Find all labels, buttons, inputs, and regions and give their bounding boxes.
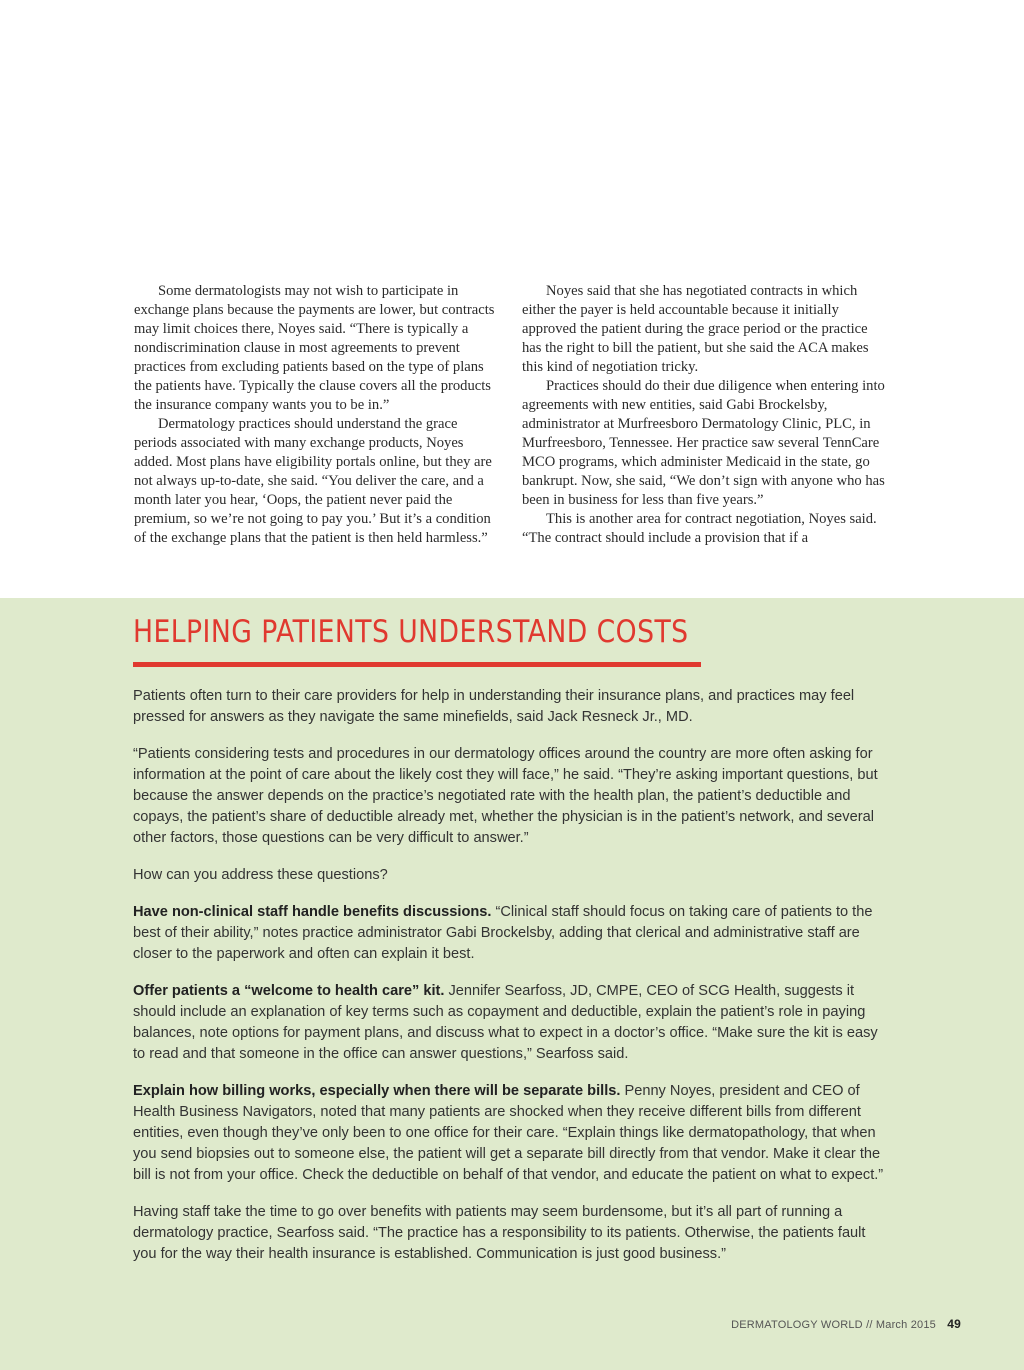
- article-paragraph: Some dermatologists may not wish to participate in exchange plans because the payments are lower, but contracts may limit choices there, Noyes said. “There is typically a nondiscrimination clause in most agreements to prevent practices from excluding patients based on the type of plans the patients have. Typically the clause covers all the products the insurance company wants you to be in.”: [134, 283, 495, 413]
- tip-text: Jennifer Searfoss, JD, CMPE, CEO of SCG Health, suggests it should include an explanation of key terms such as copayment and deductible, explain the patient’s role in paying balances, note options for payment plans, and discuss what to expect in a doctor’s office. “Make sure the kit is easy to read and that someone in the office can answer questions,” Searfoss said.: [133, 983, 878, 1062]
- sidebar-quote: “Patients considering tests and procedures in our dermatology offices around the country are more often asking for information at the point of care about the likely cost they will face,” he said. “They’re asking important questions, but because the answer depends on the practice’s negotiated rate with the health plan, the patient’s deductible and copays, the patient’s share of deductible already met, whether the physician is in the patient’s network, and several other factors, those questions can be very difficult to answer.”: [133, 746, 878, 846]
- article-left-column: [134, 282, 500, 548]
- title-underline: [133, 662, 701, 667]
- tip-lead: Explain how billing works, especially when there will be separate bills.: [133, 1083, 621, 1099]
- sidebar-question: How can you address these questions?: [133, 867, 388, 883]
- article-paragraph: Dermatology practices should understand the grace periods associated with many exchange products, Noyes added. Most plans have eligibility portals online, but they are not always up-to-date, she said. “You deliver the care, and a month later you hear, ‘Oops, the patient never paid the premium, so we’re not going to pay you.’ But it’s a condition of the exchange plans that the patient is then held harmless.”: [134, 416, 492, 546]
- page-number: 49: [947, 1317, 961, 1331]
- tip-lead: Have non-clinical staff handle benefits discussions.: [133, 904, 492, 920]
- sidebar-intro: Patients often turn to their care providers for help in understanding their insurance plans, and practices may feel pressed for answers as they navigate the same minefields, said Jack Resneck Jr., MD.: [133, 688, 855, 725]
- sidebar-tip: [133, 902, 893, 965]
- sidebar-tip: [133, 1081, 893, 1186]
- article-paragraph: Practices should do their due diligence when entering into agreements with new entities, said Gabi Brockelsby, administrator at Murfreesboro Dermatology Clinic, PLC, in Murfreesboro, Tennessee. Her practice saw several TennCare MCO programs, which administer Medicaid in the state, go bankrupt. Now, she said, “We don’t sign with anyone who has been in business for less than five years.”: [522, 378, 885, 508]
- article-paragraph: Noyes said that she has negotiated contracts in which either the payer is held accountable because it initially approved the patient during the grace period or the practice has the right to bill the patient, but she said the ACA makes this kind of negotiation tricky.: [522, 283, 869, 375]
- sidebar-body: [133, 686, 893, 1281]
- issue-date: March 2015: [875, 1319, 936, 1331]
- tip-text: “Clinical staff should focus on taking care of patients to the best of their ability,” notes practice administrator Gabi Brockelsby, adding that clerical and administrative staff are closer to the paperwork and often can explain it best.: [133, 904, 873, 962]
- sidebar-closing: Having staff take the time to go over benefits with patients may seem burdensome, but it’s all part of running a dermatology practice, Searfoss said. “The practice has a responsibility to its patients. Otherwise, the patients fault you for the way their health insurance is established. Communication is just good business.”: [133, 1204, 866, 1262]
- tip-text: Penny Noyes, president and CEO of Health Business Navigators, noted that many patients are shocked when they receive different bills from different entities, even though they’ve only been to one office for their care. “Explain things like dermatopathology, that when you send biopsies out to someone else, the patient will get a separate bill directly from that vendor. Make it clear the bill is not from your office. Check the deductible on behalf of that vendor, and educate the patient on what to expect.”: [133, 1083, 884, 1183]
- page-footer: [731, 1317, 961, 1331]
- article-paragraph: This is another area for contract negotiation, Noyes said. “The contract should include a provision that if a: [522, 511, 877, 546]
- publication-name: DERMATOLOGY WORLD: [731, 1319, 863, 1331]
- sidebar-title: HELPING PATIENTS UNDERSTAND COSTS: [133, 614, 689, 650]
- sidebar-tip: [133, 981, 893, 1065]
- article-right-column: [522, 282, 888, 548]
- tip-lead: Offer patients a “welcome to health care” kit.: [133, 983, 445, 999]
- footer-separator: //: [866, 1319, 873, 1331]
